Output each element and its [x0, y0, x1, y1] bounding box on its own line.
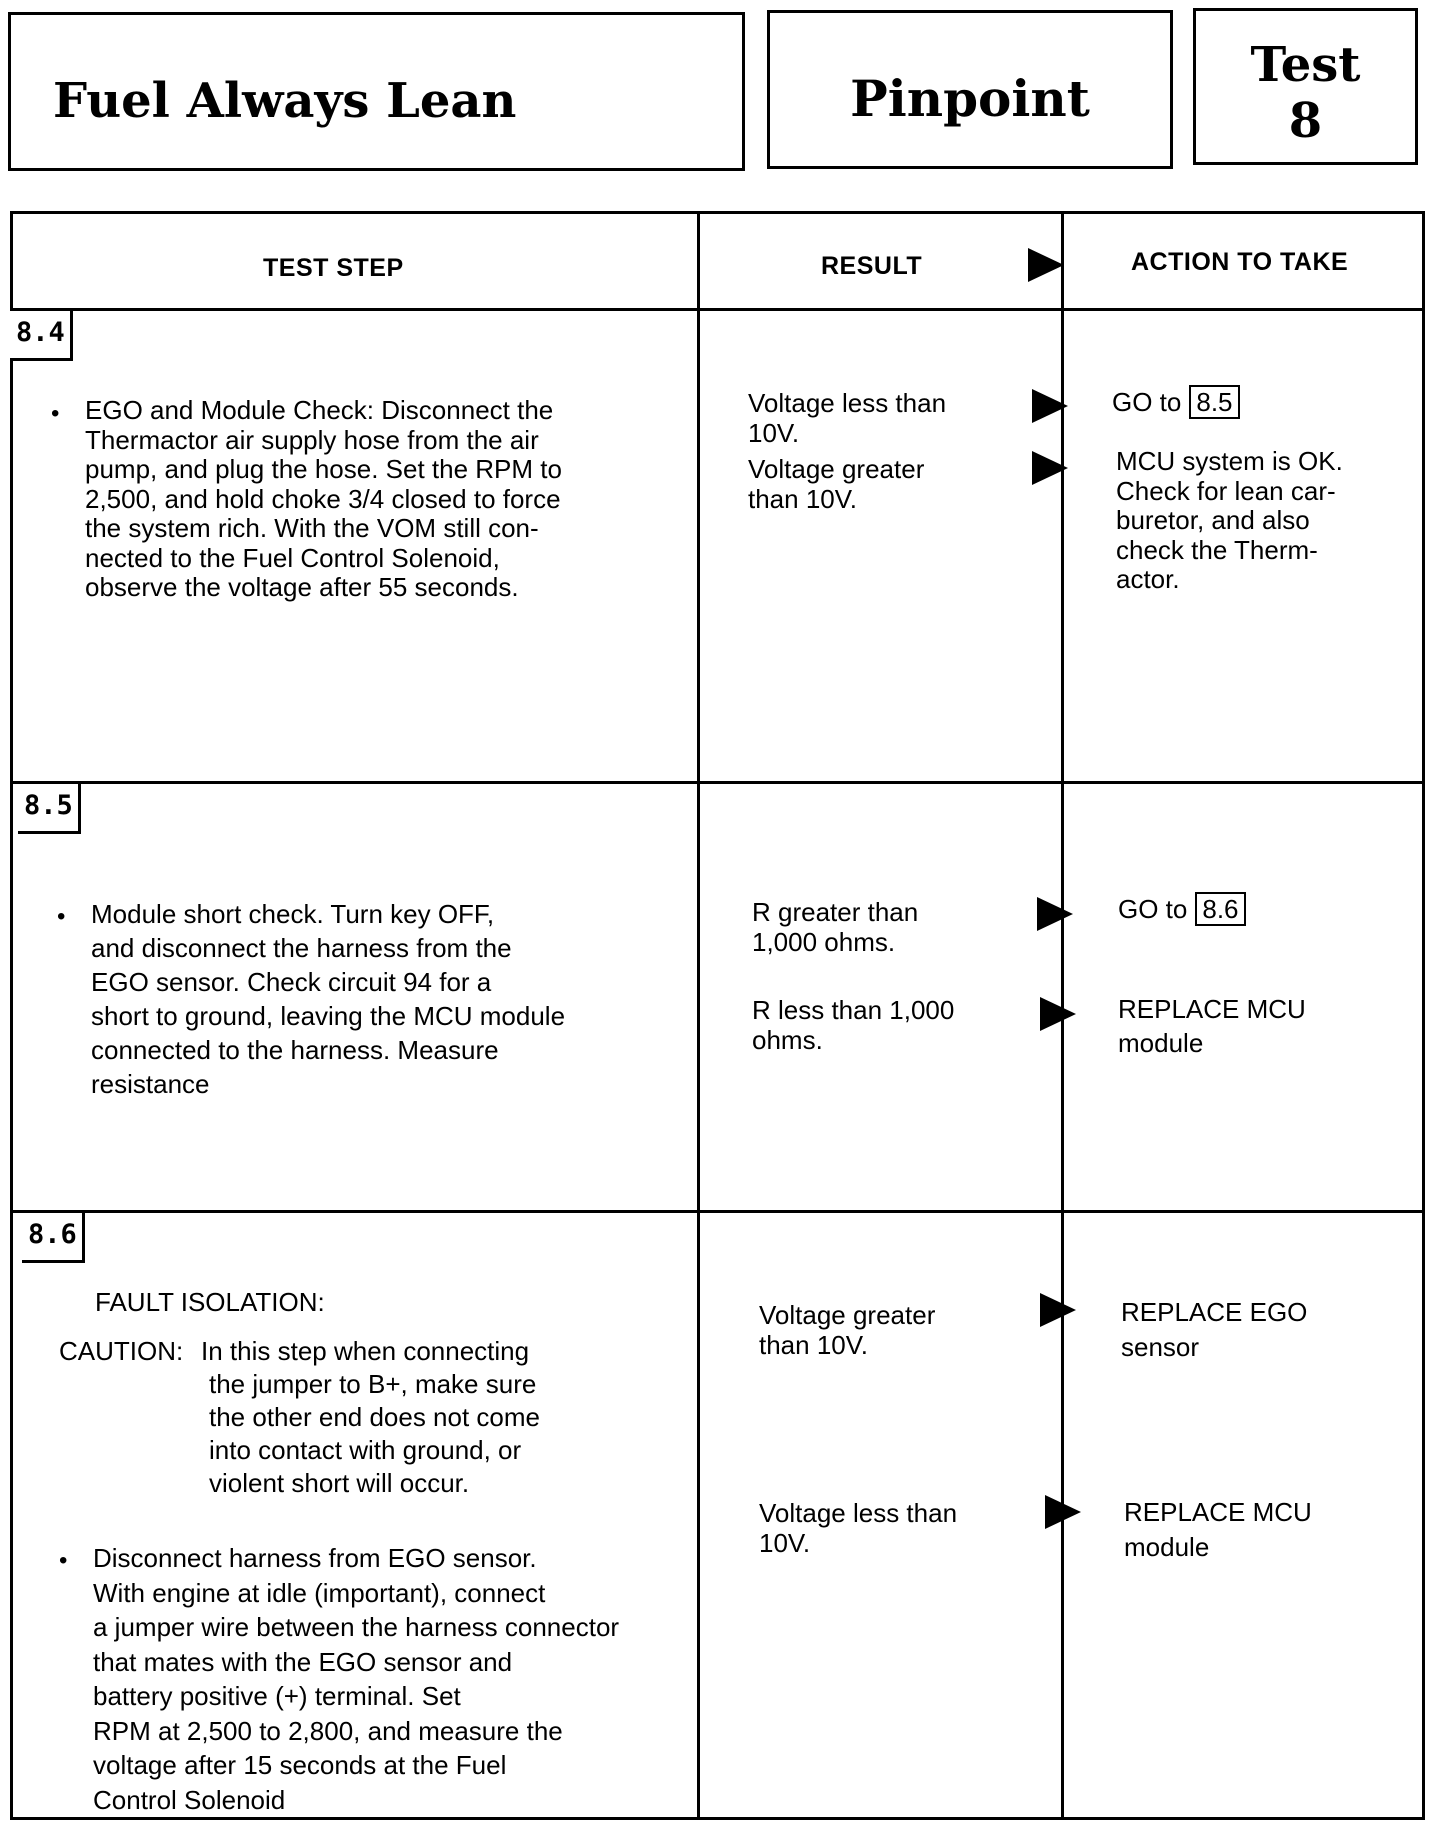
- text-line: ohms.: [752, 1024, 823, 1055]
- text-line: REPLACE MCU: [1118, 994, 1306, 1024]
- text-line: Voltage less than: [748, 388, 947, 418]
- text-line: Check for lean car-: [1116, 475, 1336, 506]
- text-line: that mates with the EGO sensor and: [93, 1646, 513, 1677]
- text-line: module: [1124, 1532, 1210, 1562]
- title-box: [8, 12, 745, 171]
- text-line: RPM at 2,500 to 2,800, and measure the: [93, 1715, 563, 1746]
- text-line: module: [1118, 1028, 1204, 1058]
- action-item: [1121, 1295, 1307, 1365]
- text-line: 10V.: [759, 1527, 811, 1558]
- step-instructions: [85, 396, 562, 603]
- text-line: the system rich. With the VOM still con-: [85, 513, 539, 543]
- column-header-action: ACTION TO TAKE: [1131, 248, 1349, 276]
- text-line: battery positive (+) terminal. Set: [93, 1681, 461, 1711]
- text-line: than 10V.: [759, 1329, 868, 1360]
- text-line: actor.: [1116, 564, 1180, 594]
- result-item: [759, 1499, 957, 1558]
- bullet-icon: •: [57, 903, 66, 930]
- text-line: Voltage greater: [748, 454, 925, 484]
- text-line: With engine at idle (important), connect: [93, 1577, 546, 1608]
- action-item: [1124, 1495, 1312, 1565]
- step-reference-box: 8.5: [1189, 385, 1239, 419]
- result-item: [752, 996, 954, 1055]
- step-number: 8.6: [22, 1213, 85, 1263]
- arrow-right-icon: [1045, 1495, 1081, 1529]
- text-line: than 10V.: [748, 483, 857, 514]
- text-line: Disconnect harness from EGO sensor.: [93, 1543, 537, 1573]
- row-divider-8-5: [10, 1210, 1425, 1213]
- test-number-label: [1196, 37, 1415, 149]
- goto-label: GO to: [1112, 387, 1182, 417]
- test-label: Test: [1250, 37, 1361, 93]
- pinpoint-box: [767, 10, 1173, 169]
- action-item: [1118, 992, 1306, 1060]
- arrow-right-icon: [1040, 997, 1076, 1031]
- text-line: into contact with ground, or: [209, 1435, 522, 1465]
- text-line: short to ground, leaving the MCU module: [91, 1001, 566, 1031]
- arrow-right-icon: [1032, 451, 1068, 485]
- caution-label: CAUTION:: [59, 1336, 184, 1366]
- test-table: [10, 211, 1425, 1820]
- text-line: R less than 1,000: [752, 995, 955, 1025]
- table-border-top: [10, 211, 1425, 214]
- table-border-bottom: [10, 1817, 1425, 1820]
- text-line: and disconnect the harness from the: [91, 933, 512, 963]
- goto-reference: [1118, 892, 1246, 926]
- text-line: Module short check. Turn key OFF,: [91, 899, 495, 929]
- text-line: Voltage greater: [759, 1300, 936, 1330]
- text-line: a jumper wire between the harness connector: [93, 1612, 620, 1642]
- arrow-right-icon: [1032, 389, 1068, 423]
- test-number-box: [1193, 8, 1418, 165]
- text-line: 2,500, and hold choke 3/4 closed to force: [85, 483, 561, 514]
- text-line: buretor, and also: [1116, 505, 1310, 535]
- step-reference-box: 8.6: [1195, 892, 1245, 926]
- text-line: check the Therm-: [1116, 534, 1318, 565]
- page-title: Fuel Always Lean: [53, 73, 517, 129]
- text-line: 10V.: [748, 417, 800, 448]
- text-line: 1,000 ohms.: [752, 926, 896, 957]
- test-number: 8: [1288, 93, 1323, 149]
- text-line: R greater than: [752, 897, 919, 927]
- goto-label: GO to: [1118, 894, 1188, 924]
- result-item: [759, 1301, 935, 1360]
- text-line: resistance: [91, 1069, 210, 1099]
- text-line: violent short will occur.: [209, 1468, 470, 1498]
- table-border-left: [10, 211, 13, 1820]
- goto-reference: [1112, 385, 1240, 419]
- result-item: [748, 389, 946, 448]
- column-header-result: RESULT: [821, 252, 923, 280]
- header-row-divider: [10, 308, 1425, 311]
- text-line: REPLACE MCU: [1124, 1497, 1312, 1527]
- text-line: sensor: [1121, 1332, 1200, 1362]
- column-divider-result: [697, 211, 700, 1820]
- step-number: 8.4: [10, 311, 73, 361]
- action-item: [1116, 447, 1343, 595]
- result-item: [748, 455, 924, 514]
- text-line: pump, and plug the hose. Set the RPM to: [85, 454, 562, 484]
- text-line: voltage after 15 seconds at the Fuel: [93, 1750, 507, 1780]
- fault-isolation-heading: FAULT ISOLATION:: [95, 1287, 325, 1317]
- text-line: EGO and Module Check: Disconnect the: [85, 395, 554, 425]
- result-item: [752, 898, 918, 957]
- text-line: In this step when connecting: [201, 1336, 530, 1366]
- bullet-icon: •: [59, 1547, 68, 1574]
- text-line: Thermactor air supply hose from the air: [85, 424, 539, 455]
- text-line: Voltage less than: [759, 1498, 958, 1528]
- step-instructions: [91, 897, 565, 1101]
- text-line: the other end does not come: [209, 1402, 541, 1432]
- step-instructions: [93, 1541, 619, 1817]
- row-divider-8-4: [10, 781, 1425, 784]
- text-line: EGO sensor. Check circuit 94 for a: [91, 967, 492, 997]
- text-line: connected to the harness. Measure: [91, 1035, 499, 1065]
- text-line: REPLACE EGO: [1121, 1297, 1308, 1327]
- arrow-right-icon: [1040, 1293, 1076, 1327]
- bullet-icon: •: [51, 400, 60, 427]
- pinpoint-label: Pinpoint: [850, 69, 1090, 128]
- step-number: 8.5: [18, 784, 81, 834]
- text-line: the jumper to B+, make sure: [209, 1369, 537, 1399]
- text-line: nected to the Fuel Control Solenoid,: [85, 542, 500, 573]
- text-line: Control Solenoid: [93, 1784, 286, 1815]
- text-line: MCU system is OK.: [1116, 446, 1343, 476]
- table-border-right: [1422, 211, 1425, 1820]
- arrow-right-icon: [1028, 248, 1064, 282]
- arrow-right-icon: [1037, 897, 1073, 931]
- column-header-test-step: TEST STEP: [263, 254, 404, 282]
- text-line: observe the voltage after 55 seconds.: [85, 572, 519, 602]
- caution-text: [201, 1335, 540, 1500]
